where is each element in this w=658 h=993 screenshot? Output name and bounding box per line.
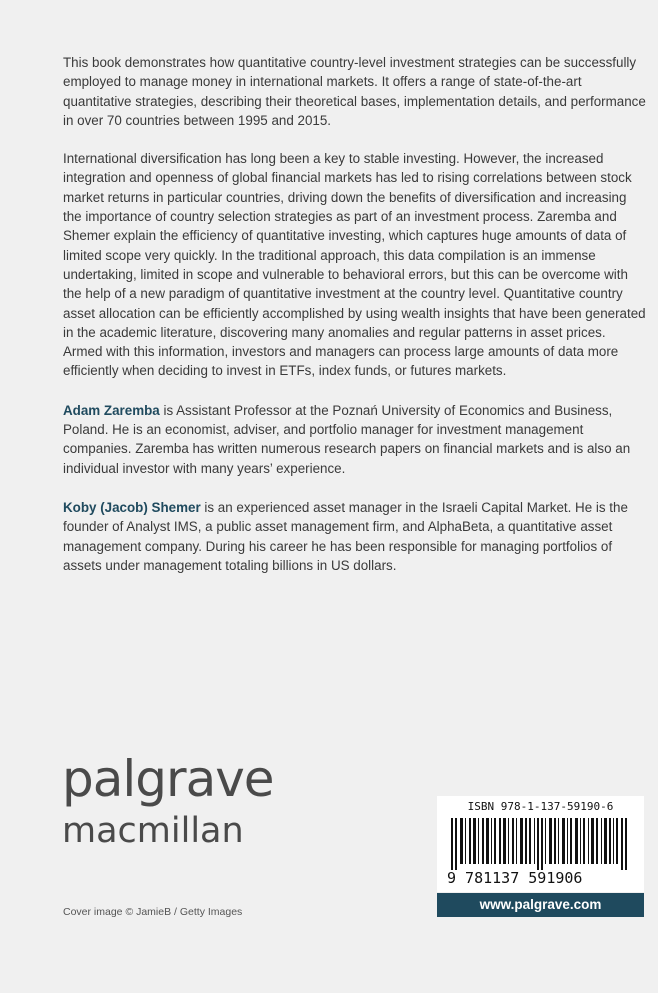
logo-line-2: macmillan bbox=[62, 811, 244, 851]
logo-line-1: palgrave bbox=[62, 750, 274, 808]
publisher-url[interactable]: www.palgrave.com bbox=[437, 893, 644, 917]
author-name: Koby (Jacob) Shemer bbox=[63, 499, 201, 515]
isbn-barcode bbox=[437, 796, 644, 892]
author-bio-2 bbox=[63, 498, 648, 575]
isbn-text: ISBN 978-1-137-59190-6 bbox=[467, 800, 614, 813]
cover-image-credit: Cover image © JamieB / Getty Images bbox=[63, 906, 243, 918]
barcode-digits: 9 781137 591906 bbox=[447, 869, 583, 887]
barcode-bars bbox=[451, 818, 631, 870]
publisher-logo bbox=[62, 750, 274, 850]
author-bio-text: is Assistant Professor at the Poznań University of Economics and Business, Poland. He is an economist, adviser, and portfolio manager for investment management companies. Zaremba has written numerous research papers on financial markets and is also an individual investor with many years’ experience. bbox=[63, 402, 631, 476]
blurb-paragraph-1: This book demonstrates how quantitative country-level investment strategies can be successfully employed to manage money in international markets. It offers a range of state-of-the-art quantitative strategies, describing their theoretical bases, implementation details, and performance in over 70 countries between 1995 and 2015. bbox=[63, 55, 646, 128]
author-bio-text: is an experienced asset manager in the Israeli Capital Market. He is the founder of Analyst IMS, a public asset management firm, and AlphaBeta, a quantitative asset management company. During his career he has been responsible for managing portfolios of assets under management totaling billions in US dollars. bbox=[63, 499, 628, 573]
author-bio-1 bbox=[63, 401, 648, 478]
blurb-paragraph-2: International diversification has long been a key to stable investing. However, the increased integration and openness of global financial markets has led to rising correlations between stock market returns in particular countries, driving down the benefits of diversification and increasing the importance of country selection strategies as part of an investment process. Zaremba and Shemer explain the efficiency of quantitative investing, which captures huge amounts of data of limited scope very quickly. In the traditional approach, this data compilation is an immense undertaking, limited in scope and vulnerable to behavioral errors, but this can be overcome with the help of a new paradigm of quantitative investment at the country level. Quantitative country asset allocation can be efficiently accomplished by using wealth insights that have been generated in the academic literature, discovering many anomalies and regular patterns in asset prices. Armed with this information, investors and managers can process large amounts of data more efficiently when deciding to invest in ETFs, index funds, or futures markets. bbox=[63, 151, 646, 379]
author-name: Adam Zaremba bbox=[63, 402, 160, 418]
back-cover-text bbox=[63, 53, 648, 595]
